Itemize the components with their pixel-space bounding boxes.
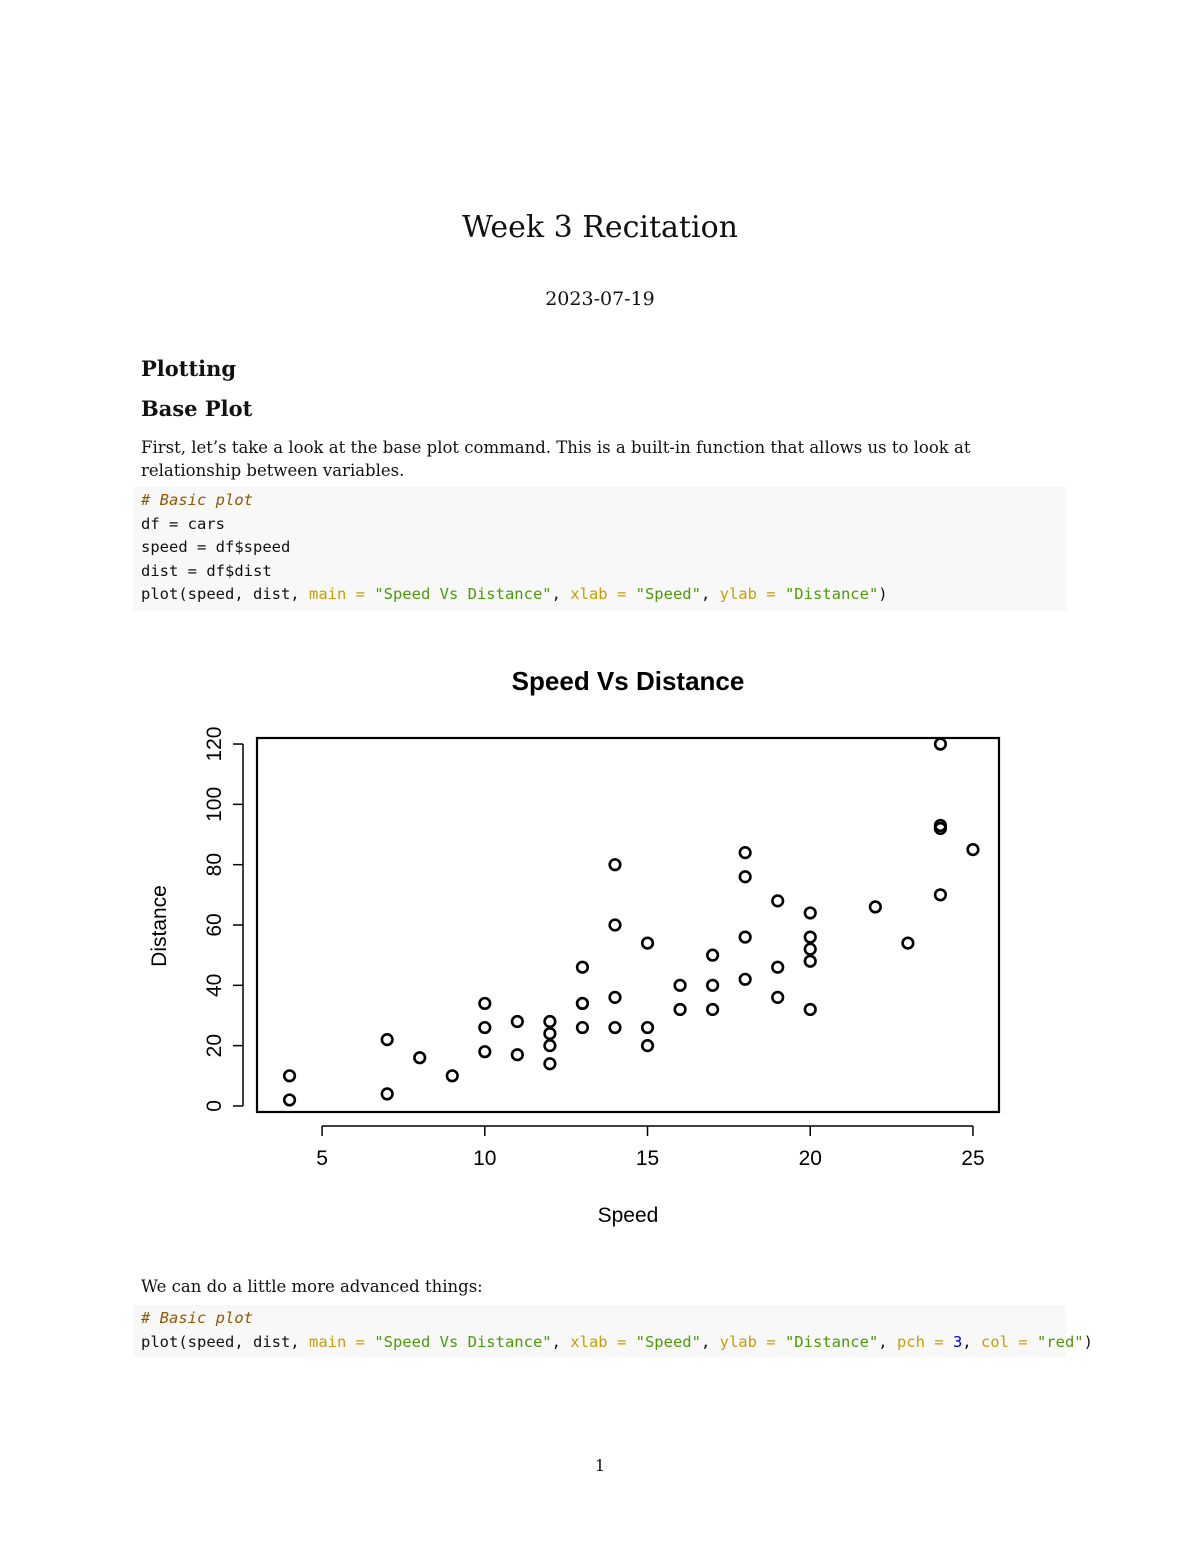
code-str-xlab: "Speed" bbox=[635, 1332, 701, 1351]
code-plot-call: plot(speed, dist, bbox=[141, 1332, 309, 1351]
data-point bbox=[577, 998, 588, 1009]
code-line-plot-advanced bbox=[141, 1331, 1093, 1355]
code-block-advanced-plot bbox=[133, 1305, 1093, 1357]
data-point bbox=[903, 938, 914, 949]
data-point bbox=[740, 974, 751, 985]
code-eq: = bbox=[346, 585, 375, 604]
data-point bbox=[707, 980, 718, 991]
data-point bbox=[935, 890, 946, 901]
data-point bbox=[447, 1071, 458, 1082]
code-comment: # Basic plot bbox=[141, 1309, 253, 1327]
data-point bbox=[414, 1052, 425, 1063]
plot-frame bbox=[257, 738, 999, 1112]
code-comment: # Basic plot bbox=[141, 491, 253, 509]
data-point bbox=[577, 1022, 588, 1033]
code-sep: , bbox=[700, 585, 720, 604]
page-number: 1 bbox=[594, 1456, 606, 1475]
code-eq: = bbox=[756, 585, 785, 604]
data-point bbox=[577, 962, 588, 973]
code-plot-call: plot(speed, dist, bbox=[141, 585, 309, 604]
y-tick-label: 100 bbox=[203, 786, 226, 822]
code-arg-xlab: xlab bbox=[570, 1332, 608, 1351]
document-title: Week 3 Recitation bbox=[462, 210, 738, 245]
code-arg-main: main bbox=[308, 1332, 347, 1351]
y-tick-label: 0 bbox=[203, 1100, 226, 1112]
code-eq: = bbox=[346, 1332, 375, 1351]
data-point bbox=[382, 1089, 393, 1100]
code-sep: , bbox=[878, 1332, 897, 1351]
y-tick-label: 80 bbox=[203, 852, 226, 877]
data-point bbox=[740, 932, 751, 943]
data-point bbox=[545, 1040, 556, 1051]
data-point bbox=[675, 1004, 686, 1015]
data-point bbox=[382, 1034, 393, 1045]
code-sep: , bbox=[551, 1332, 571, 1351]
code-eq: = bbox=[756, 1332, 785, 1351]
data-point bbox=[772, 992, 783, 1003]
data-point bbox=[545, 1058, 556, 1069]
x-axis-label: Speed bbox=[597, 1204, 659, 1227]
data-point bbox=[870, 902, 881, 913]
data-point bbox=[284, 1071, 295, 1082]
data-point bbox=[512, 1049, 523, 1060]
data-point bbox=[512, 1016, 523, 1027]
code-arg-pch: pch bbox=[896, 1332, 925, 1351]
data-point bbox=[610, 859, 621, 870]
code-line-dist: dist = df$dist bbox=[141, 561, 272, 580]
y-tick-label: 60 bbox=[203, 913, 226, 937]
data-point bbox=[642, 1040, 653, 1051]
data-point bbox=[707, 1004, 718, 1015]
x-tick-label: 5 bbox=[316, 1147, 328, 1170]
code-str-main: "Speed Vs Distance" bbox=[374, 585, 552, 604]
data-point bbox=[610, 920, 621, 931]
code-arg-ylab: ylab bbox=[719, 585, 757, 604]
data-point bbox=[545, 1016, 556, 1027]
code-eq: = bbox=[607, 585, 636, 604]
data-point bbox=[772, 962, 783, 973]
data-point bbox=[642, 1022, 653, 1033]
data-point bbox=[675, 980, 686, 991]
code-str-xlab: "Speed" bbox=[635, 585, 701, 604]
data-point bbox=[968, 844, 979, 855]
data-point bbox=[284, 1095, 295, 1106]
data-point bbox=[805, 908, 816, 919]
data-point bbox=[480, 1022, 491, 1033]
code-str-ylab: "Distance" bbox=[784, 1332, 879, 1351]
x-tick-label: 10 bbox=[473, 1147, 497, 1170]
data-point bbox=[805, 944, 816, 955]
document-date: 2023-07-19 bbox=[545, 288, 655, 310]
data-point bbox=[610, 1022, 621, 1033]
data-point bbox=[740, 871, 751, 882]
data-point bbox=[935, 739, 946, 750]
y-tick-label: 20 bbox=[203, 1033, 226, 1058]
code-str-main: "Speed Vs Distance" bbox=[374, 1332, 552, 1351]
code-str-ylab: "Distance" bbox=[784, 585, 879, 604]
x-tick-label: 25 bbox=[961, 1147, 985, 1170]
code-eq: = bbox=[1008, 1332, 1037, 1351]
data-point bbox=[805, 932, 816, 943]
section-heading-plotting: Plotting bbox=[141, 356, 237, 381]
data-point bbox=[480, 998, 491, 1009]
code-eq: = bbox=[607, 1332, 636, 1351]
code-arg-xlab: xlab bbox=[570, 585, 608, 604]
code-close: ) bbox=[1083, 1332, 1093, 1351]
intro-paragraph bbox=[141, 436, 1066, 482]
y-tick-label: 120 bbox=[203, 726, 226, 762]
scatter-chart bbox=[0, 650, 1200, 1240]
data-point bbox=[642, 938, 653, 949]
data-point bbox=[805, 956, 816, 967]
code-close: ) bbox=[878, 585, 888, 604]
code-block-basic-plot bbox=[133, 487, 1066, 611]
code-arg-ylab: ylab bbox=[719, 1332, 757, 1351]
y-axis-label: Distance bbox=[148, 885, 171, 967]
data-point bbox=[610, 992, 621, 1003]
data-point bbox=[805, 1004, 816, 1015]
code-line-plot bbox=[141, 583, 1066, 607]
code-eq: = bbox=[924, 1332, 953, 1351]
code-sep: , bbox=[551, 585, 571, 604]
x-tick-label: 15 bbox=[635, 1147, 660, 1170]
code-str-col: "red" bbox=[1036, 1332, 1084, 1351]
subsection-heading-base-plot: Base Plot bbox=[141, 396, 253, 421]
intro-paragraph-line-1: First, let’s take a look at the base plot command. This is a built-in function that allows us to look at bbox=[141, 438, 971, 457]
code-arg-col: col bbox=[980, 1332, 1009, 1351]
code-sep: , bbox=[962, 1332, 981, 1351]
code-arg-main: main bbox=[308, 585, 347, 604]
data-point bbox=[772, 896, 783, 907]
intro-paragraph-line-2: relationship between variables. bbox=[141, 461, 405, 480]
data-point bbox=[480, 1046, 491, 1057]
x-tick-label: 20 bbox=[798, 1147, 822, 1170]
chart-title: Speed Vs Distance bbox=[511, 666, 745, 696]
data-point bbox=[740, 847, 751, 858]
data-point bbox=[707, 950, 718, 961]
code-sep: , bbox=[700, 1332, 720, 1351]
data-point bbox=[545, 1028, 556, 1039]
code-line-df: df = cars bbox=[141, 514, 225, 533]
advanced-paragraph: We can do a little more advanced things: bbox=[141, 1277, 483, 1296]
y-tick-label: 40 bbox=[203, 973, 226, 998]
code-line-speed: speed = df$speed bbox=[141, 538, 291, 557]
code-num-pch: 3 bbox=[952, 1332, 963, 1351]
